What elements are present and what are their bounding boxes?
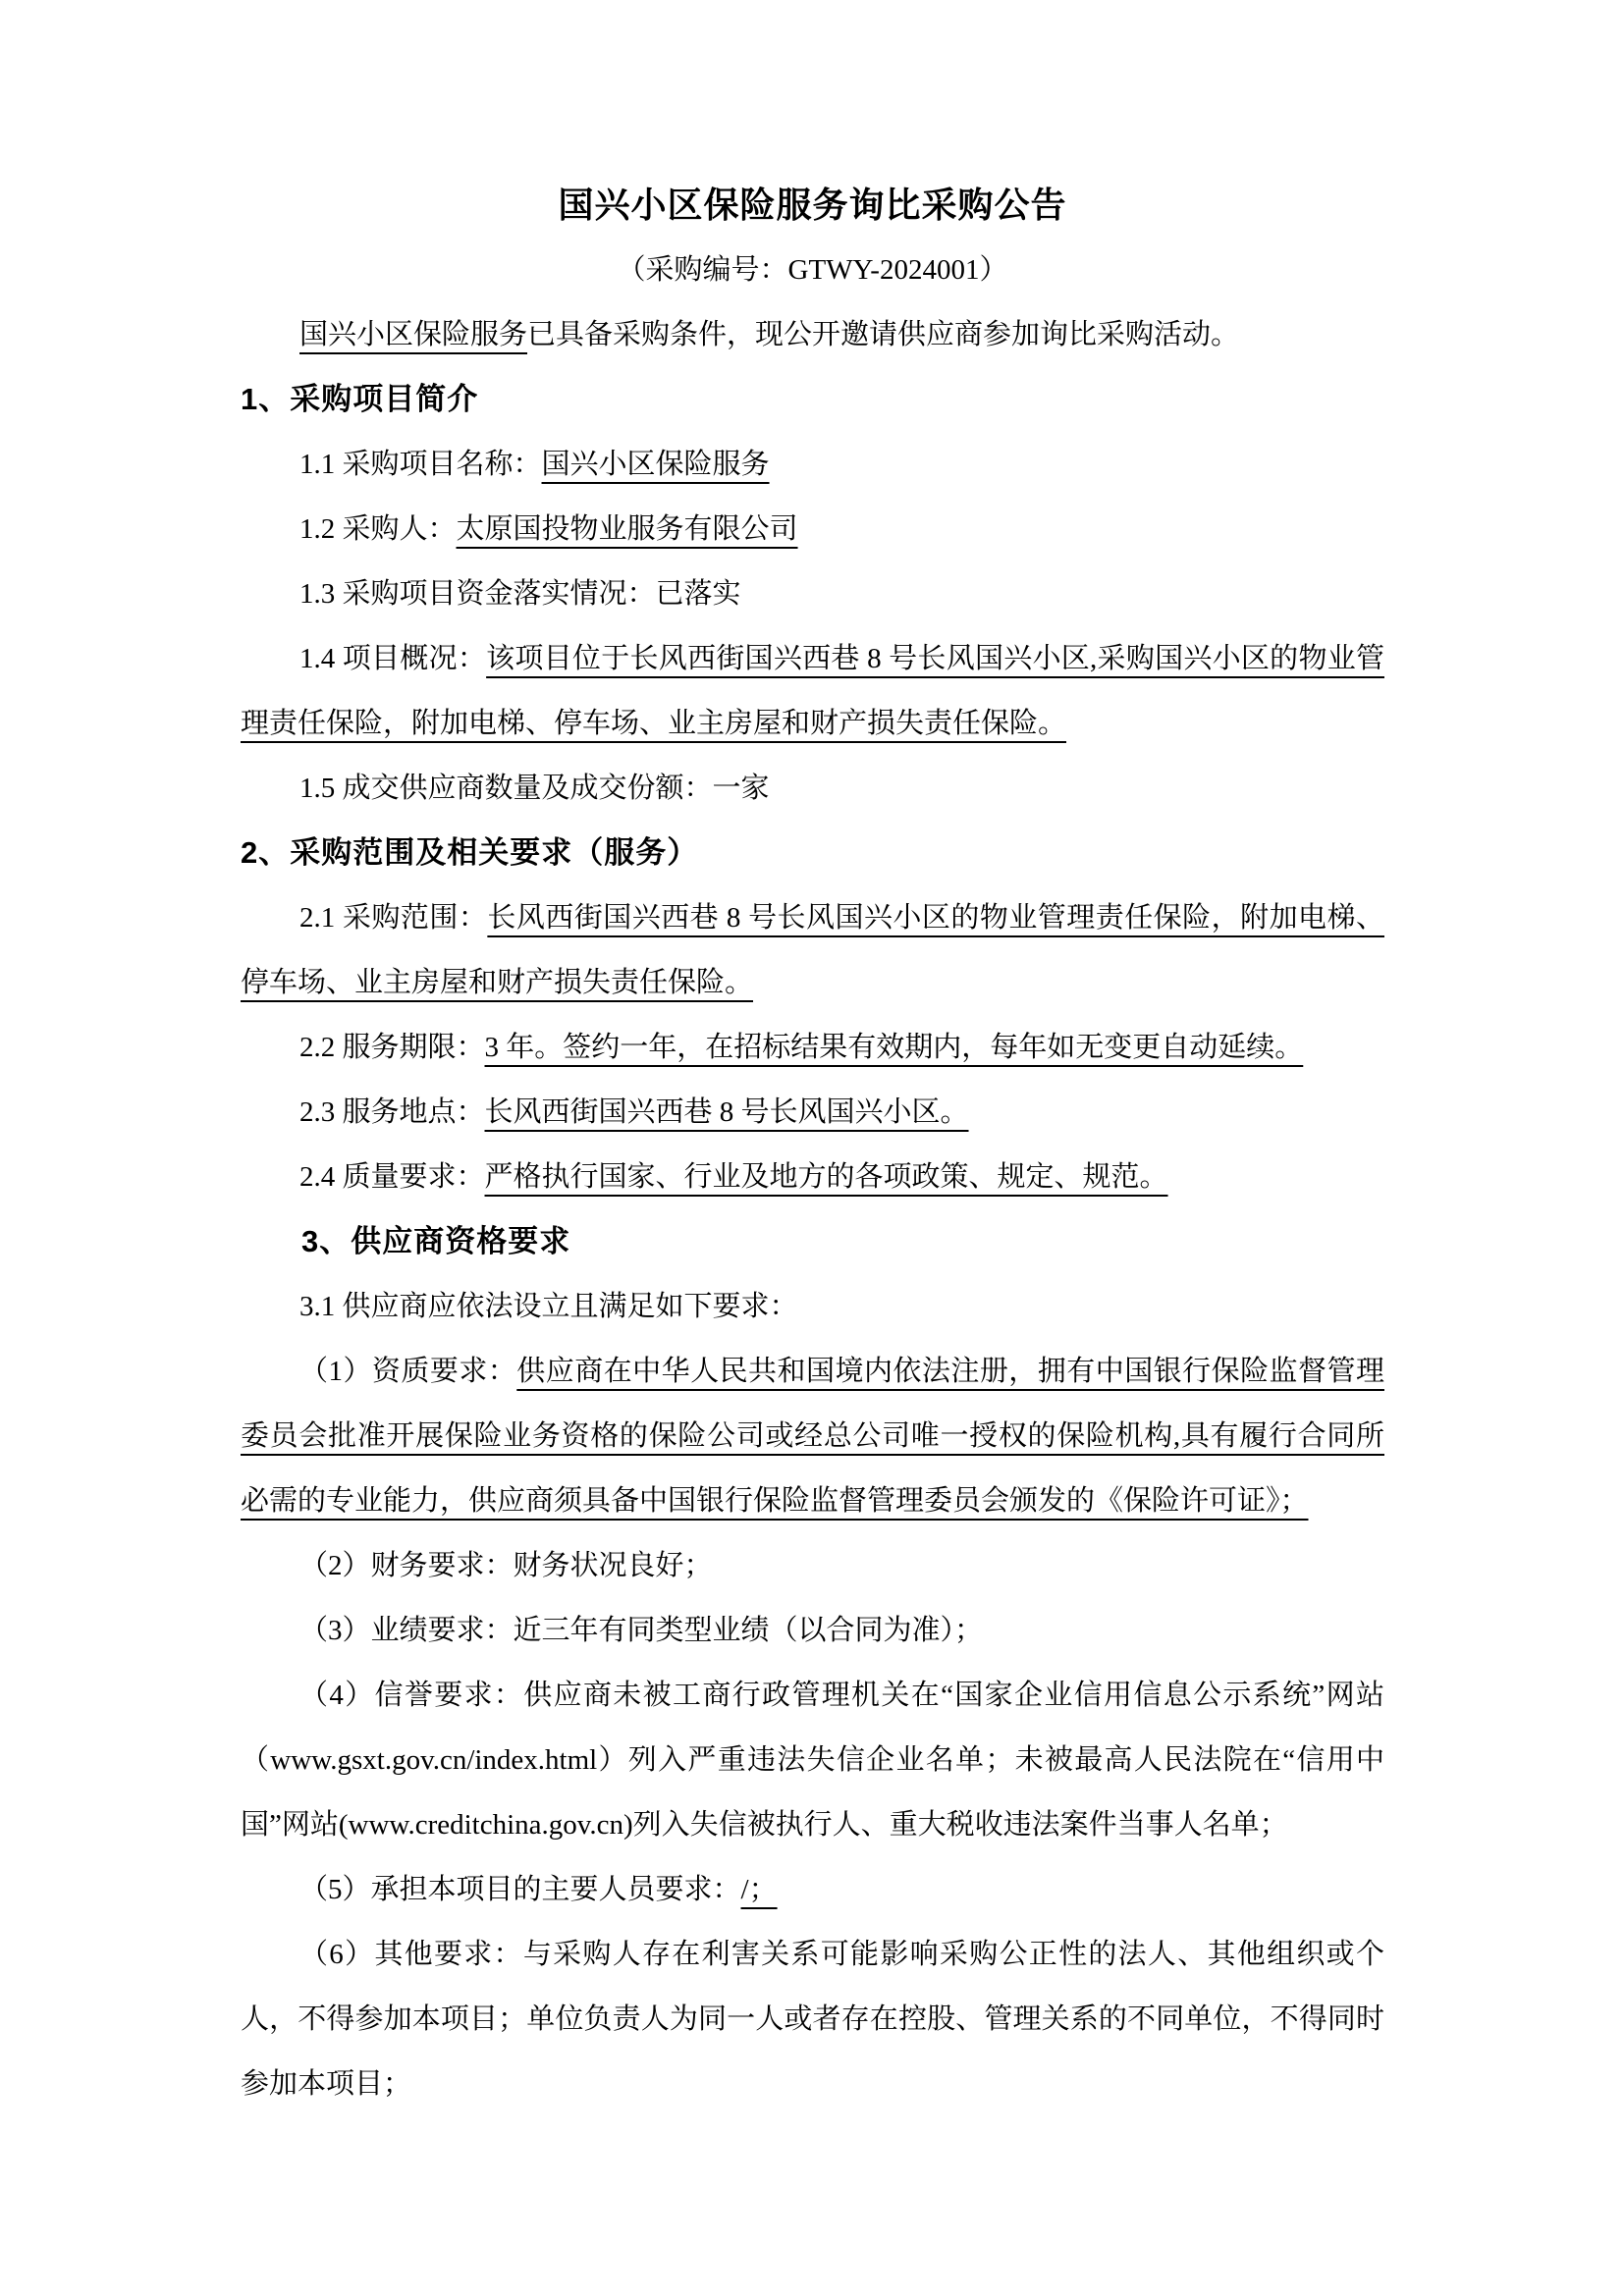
item-3-1: 3.1 供应商应依法设立且满足如下要求：	[299, 1291, 798, 1322]
requirement-6-value: 与采购人存在利害关系可能影响采购公正性的法人、其他组织或个人，不得参加本项目；单位负责人为同一人或者存在控股、管理关系的不同单位，不得同时参加本项目；	[241, 1939, 1384, 2100]
item-1-2-label: 1.2 采购人：	[299, 513, 457, 545]
requirement-1-label: （1）资质要求：	[299, 1356, 517, 1387]
item-2-1-value: 长风西街国兴西巷 8 号长风国兴小区的物业管理责任保险，附加电梯、停车场、业主房屋和财产损失责任保险。	[241, 902, 1384, 998]
section-2-heading: 2、采购范围及相关要求（服务）	[241, 835, 699, 870]
item-1-3-value: 已落实	[655, 578, 741, 610]
item-1-1	[241, 432, 1384, 497]
item-2-1-label: 2.1 采购范围：	[299, 902, 488, 934]
item-2-4	[241, 1145, 1384, 1209]
requirement-2-label: （2）财务要求：	[299, 1550, 514, 1581]
requirement-4-value: 供应商未被工商行政管理机关在“国家企业信用信息公示系统”网站（www.gsxt.gov.cn/index.html）列入严重违法失信企业名单；未被最高人民法院在“信用中国”网站(www.creditchina.gov.cn)列入失信被执行人、重大税收违法案件当事人名单；	[241, 1680, 1384, 1841]
item-2-1	[241, 885, 1384, 1015]
item-1-1-value: 国兴小区保险服务	[541, 449, 770, 480]
requirement-5	[241, 1857, 1384, 1922]
item-1-5	[241, 756, 1384, 821]
item-1-2-value: 太原国投物业服务有限公司	[456, 513, 798, 545]
procurement-number: （采购编号：GTWY-2024001）	[617, 254, 1008, 286]
page-title: 国兴小区保险服务询比采购公告	[558, 185, 1067, 225]
intro-paragraph	[241, 302, 1384, 367]
intro-rest-text: 已具备采购条件，现公开邀请供应商参加询比采购活动。	[527, 319, 1240, 350]
requirement-1-value: 供应商在中华人民共和国境内依法注册，拥有中国银行保险监督管理委员会批准开展保险业务资格的保险公司或经总公司唯一授权的保险机构,具有履行合同所必需的专业能力，供应商须具备中国银行保险监督管理委员会颁发的《保险许可证》；	[241, 1356, 1384, 1517]
requirement-2	[241, 1533, 1384, 1598]
section-1-heading: 1、采购项目简介	[241, 382, 479, 416]
requirement-2-value: 财务状况良好；	[513, 1550, 713, 1581]
item-2-2	[241, 1015, 1384, 1080]
item-1-2	[241, 497, 1384, 561]
requirement-4	[241, 1663, 1384, 1857]
item-1-4-value: 该项目位于长风西街国兴西巷 8 号长风国兴小区,采购国兴小区的物业管理责任保险，附加电梯、停车场、业主房屋和财产损失责任保险。	[241, 643, 1384, 739]
intro-underlined-text: 国兴小区保险服务	[299, 319, 528, 350]
item-1-4-label: 1.4 项目概况：	[299, 643, 487, 674]
requirement-3	[241, 1598, 1384, 1663]
item-2-2-label: 2.2 服务期限：	[299, 1032, 485, 1063]
item-1-3	[241, 561, 1384, 626]
item-2-4-value: 严格执行国家、行业及地方的各项政策、规定、规范。	[484, 1161, 1168, 1193]
requirement-4-label: （4）信誉要求：	[299, 1680, 524, 1711]
item-2-4-label: 2.4 质量要求：	[299, 1161, 485, 1193]
item-1-4	[241, 626, 1384, 756]
item-2-3	[241, 1080, 1384, 1145]
requirement-5-value: /；	[740, 1874, 778, 1905]
item-2-3-label: 2.3 服务地点：	[299, 1096, 485, 1128]
item-1-3-label: 1.3 采购项目资金落实情况：	[299, 578, 656, 610]
item-1-5-value: 一家	[712, 773, 770, 804]
section-3-heading: 3、供应商资格要求	[301, 1224, 571, 1258]
item-2-2-value: 3 年。签约一年，在招标结果有效期内，每年如无变更自动延续。	[484, 1032, 1304, 1063]
requirement-3-value: 近三年有同类型业绩（以合同为准）；	[513, 1615, 984, 1646]
requirement-6	[241, 1922, 1384, 2116]
item-1-1-label: 1.1 采购项目名称：	[299, 449, 542, 480]
requirement-6-label: （6）其他要求：	[299, 1939, 523, 1970]
requirement-5-label: （5）承担本项目的主要人员要求：	[299, 1874, 741, 1905]
requirement-1	[241, 1339, 1384, 1533]
requirement-3-label: （3）业绩要求：	[299, 1615, 514, 1646]
item-2-3-value: 长风西街国兴西巷 8 号长风国兴小区。	[484, 1096, 969, 1128]
item-1-5-label: 1.5 成交供应商数量及成交份额：	[299, 773, 713, 804]
